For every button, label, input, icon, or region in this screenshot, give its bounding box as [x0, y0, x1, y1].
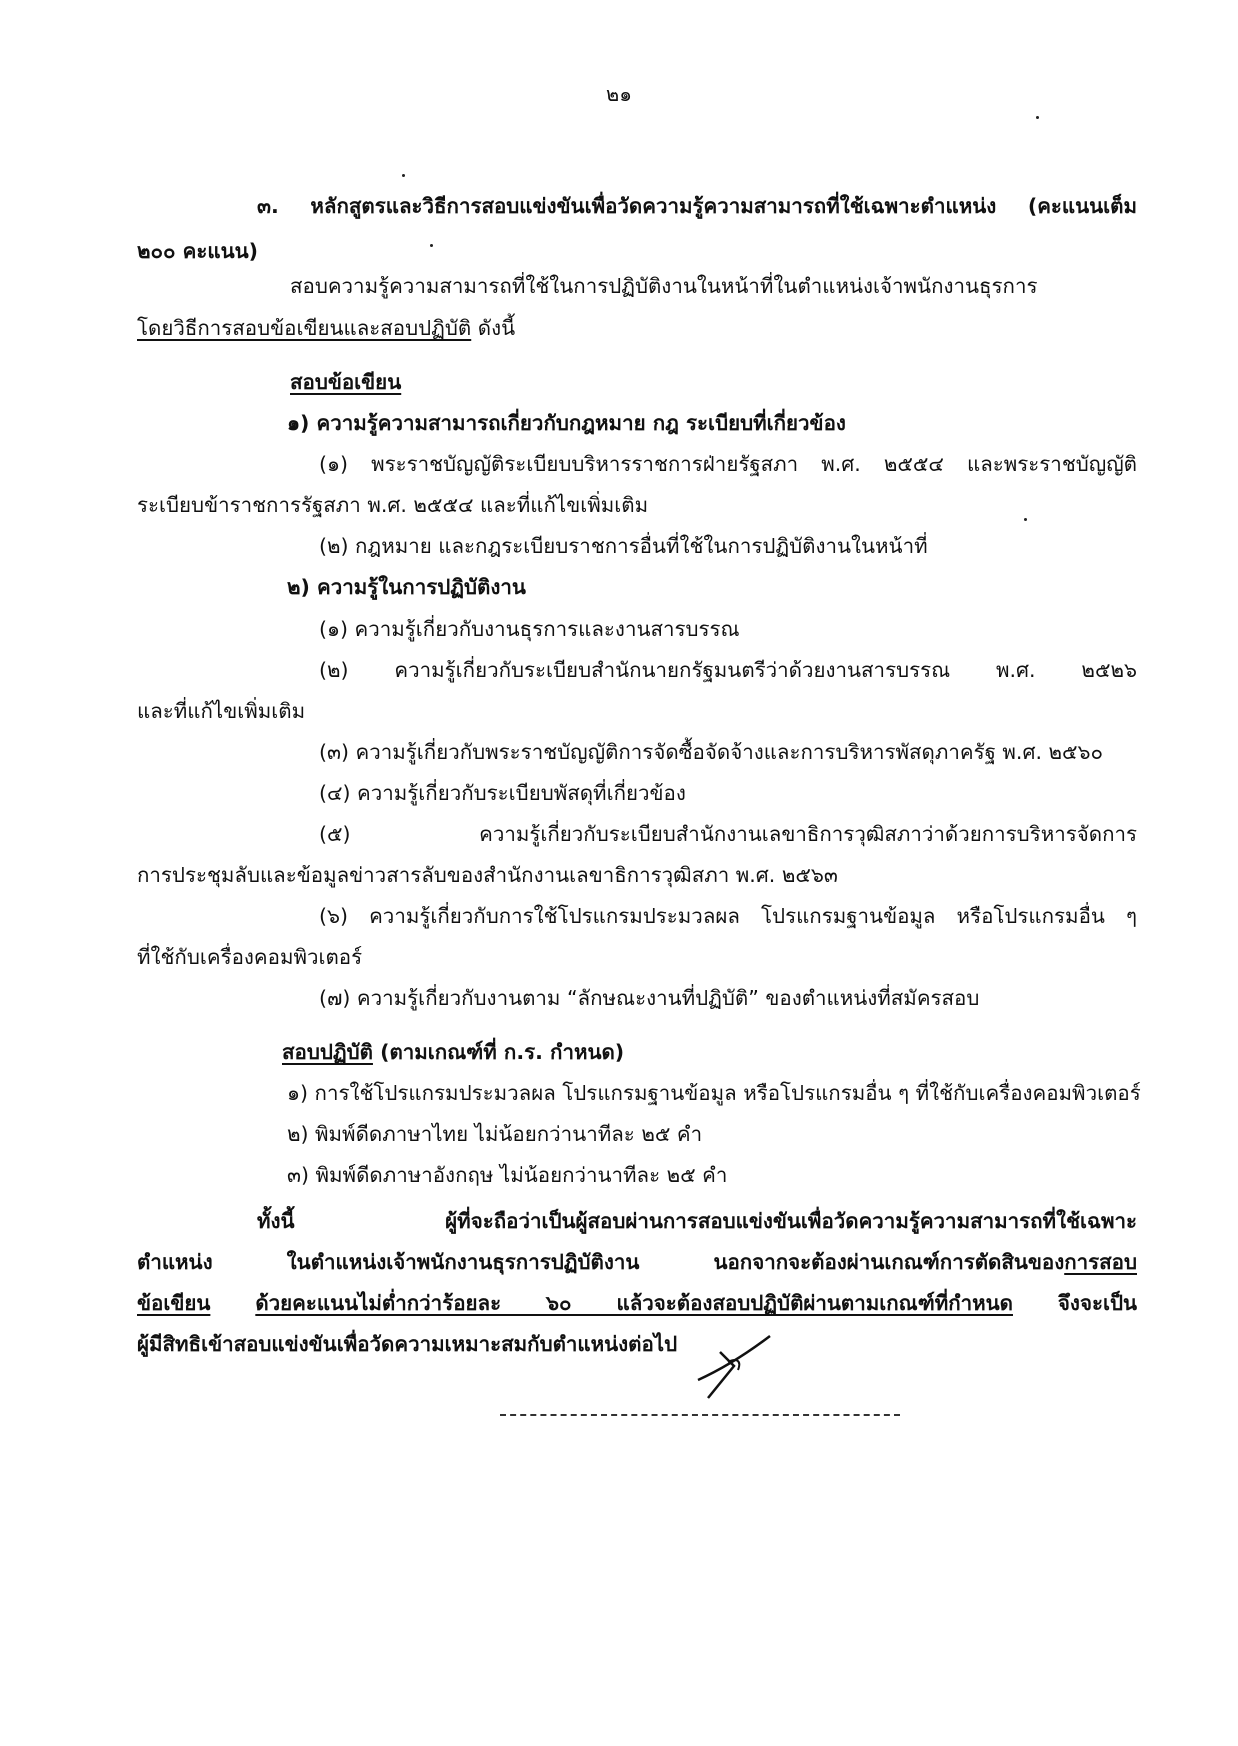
scan-speck [402, 174, 405, 177]
intro-line2-rest: ดังนี้ [471, 316, 516, 340]
topic1-item1-line1: (๑) พระราชบัญญัติระเบียบบริหารราชการฝ่ายรัฐสภา พ.ศ. ๒๕๕๔ และพระราชบัญญัติ [319, 452, 1137, 476]
passing-criteria-text: ด้วยคะแนนไม่ต่ำกว่าร้อยละ ๖๐ แล้วจะต้องสอบปฏิบัติผ่านตามเกณฑ์ที่กำหนด [255, 1291, 1013, 1315]
written-exam-underlined-part2: ข้อเขียน [137, 1291, 211, 1315]
practical-item2: ๒) พิมพ์ดีดภาษาไทย ไม่น้อยกว่านาทีละ ๒๕ คำ [287, 1122, 703, 1146]
conclusion-line3-rest: จึงจะเป็น [1012, 1291, 1137, 1315]
conclusion-line1: ทั้งนี้ ผู้ที่จะถือว่าเป็นผู้สอบผ่านการสอบแข่งขันเพื่อวัดความรู้ความสามารถที่ใช้เฉพาะ [257, 1209, 1137, 1233]
practical-exam-criteria: (ตามเกณฑ์ที่ ก.ร. กำหนด) [372, 1040, 625, 1064]
topic2-item7: (๗) ความรู้เกี่ยวกับงานตาม “ลักษณะงานที่ปฏิบัติ” ของตำแหน่งที่สมัครสอบ [319, 986, 980, 1010]
conclusion-line2 [137, 1250, 1137, 1275]
topic2-item3: (๓) ความรู้เกี่ยวกับพระราชบัญญัติการจัดซื้อจัดจ้างและการบริหารพัสดุภาครัฐ พ.ศ. ๒๕๖๐ [319, 740, 1104, 764]
topic2-item2-line2: และที่แก้ไขเพิ่มเติม [137, 699, 306, 723]
conclusion-line2-text: ตำแหน่ง ในตำแหน่งเจ้าพนักงานธุรการปฏิบัติงาน นอกจากจะต้องผ่านเกณฑ์การตัดสินของ [137, 1250, 1065, 1274]
page-number: ๒๑ [606, 82, 632, 106]
conclusion-line4: ผู้มีสิทธิเข้าสอบแข่งขันเพื่อวัดความเหมาะสมกับตำแหน่งต่อไป [137, 1332, 678, 1356]
practical-exam-heading [282, 1040, 624, 1065]
topic2-item6-line1: (๖) ความรู้เกี่ยวกับการใช้โปรแกรมประมวลผล โปรแกรมฐานข้อมูล หรือโปรแกรมอื่น ๆ [319, 904, 1137, 928]
topic2-item2-line1: (๒) ความรู้เกี่ยวกับระเบียบสำนักนายกรัฐมนตรีว่าด้วยงานสารบรรณ พ.ศ. ๒๕๒๖ [319, 658, 1137, 682]
practical-item1: ๑) การใช้โปรแกรมประมวลผล โปรแกรมฐานข้อมูล หรือโปรแกรมอื่น ๆ ที่ใช้กับเครื่องคอมพิวเตอร์ [287, 1081, 1141, 1105]
topic1-item1-line2: ระเบียบข้าราชการรัฐสภา พ.ศ. ๒๕๕๔ และที่แก้ไขเพิ่มเติม [137, 493, 649, 517]
section-heading-line1: ๓. หลักสูตรและวิธีการสอบแข่งขันเพื่อวัดความรู้ความสามารถที่ใช้เฉพาะตำแหน่ง (คะแนนเต็ม [257, 194, 1137, 218]
topic2-item6-line2: ที่ใช้กับเครื่องคอมพิวเตอร์ [137, 945, 363, 969]
practical-exam-title: สอบปฏิบัติ [282, 1040, 373, 1064]
scan-speck [1036, 116, 1039, 119]
written-exam-title: สอบข้อเขียน [290, 370, 402, 394]
exam-method-text: โดยวิธีการสอบข้อเขียนและสอบปฏิบัติ [137, 316, 472, 340]
section-heading-line2: ๒๐๐ คะแนน) [137, 239, 259, 263]
topic2-item5-line2: การประชุมลับและข้อมูลข่าวสารลับของสำนักงานเลขาธิการวุฒิสภา พ.ศ. ๒๕๖๓ [137, 863, 838, 887]
intro-line1: สอบความรู้ความสามารถที่ใช้ในการปฏิบัติงานในหน้าที่ในตำแหน่งเจ้าพนักงานธุรการ [290, 274, 1038, 298]
conclusion-line3-space [210, 1291, 255, 1315]
topic2-item1: (๑) ความรู้เกี่ยวกับงานธุรการและงานสารบรรณ [319, 617, 740, 641]
written-exam-underlined-part1: การสอบ [1064, 1250, 1137, 1274]
conclusion-line3 [137, 1291, 1137, 1316]
practical-item3: ๓) พิมพ์ดีดภาษาอังกฤษ ไม่น้อยกว่านาทีละ ๒๕ คำ [287, 1163, 728, 1187]
topic1-item2: (๒) กฎหมาย และกฎระเบียบราชการอื่นที่ใช้ในการปฏิบัติงานในหน้าที่ [319, 534, 928, 558]
scan-speck [1024, 518, 1027, 521]
topic2-item4: (๔) ความรู้เกี่ยวกับระเบียบพัสดุที่เกี่ยวข้อง [319, 781, 686, 805]
topic1-heading: ๑) ความรู้ความสามารถเกี่ยวกับกฎหมาย กฎ ระเบียบที่เกี่ยวข้อง [287, 411, 846, 435]
signature-mark [690, 1300, 800, 1410]
topic2-item5-line1: (๕) ความรู้เกี่ยวกับระเบียบสำนักงานเลขาธิการวุฒิสภาว่าด้วยการบริหารจัดการ [319, 822, 1137, 846]
topic2-heading: ๒) ความรู้ในการปฏิบัติงาน [287, 575, 526, 599]
scan-speck [430, 244, 433, 247]
end-divider [500, 1414, 900, 1416]
intro-line2 [137, 316, 515, 341]
